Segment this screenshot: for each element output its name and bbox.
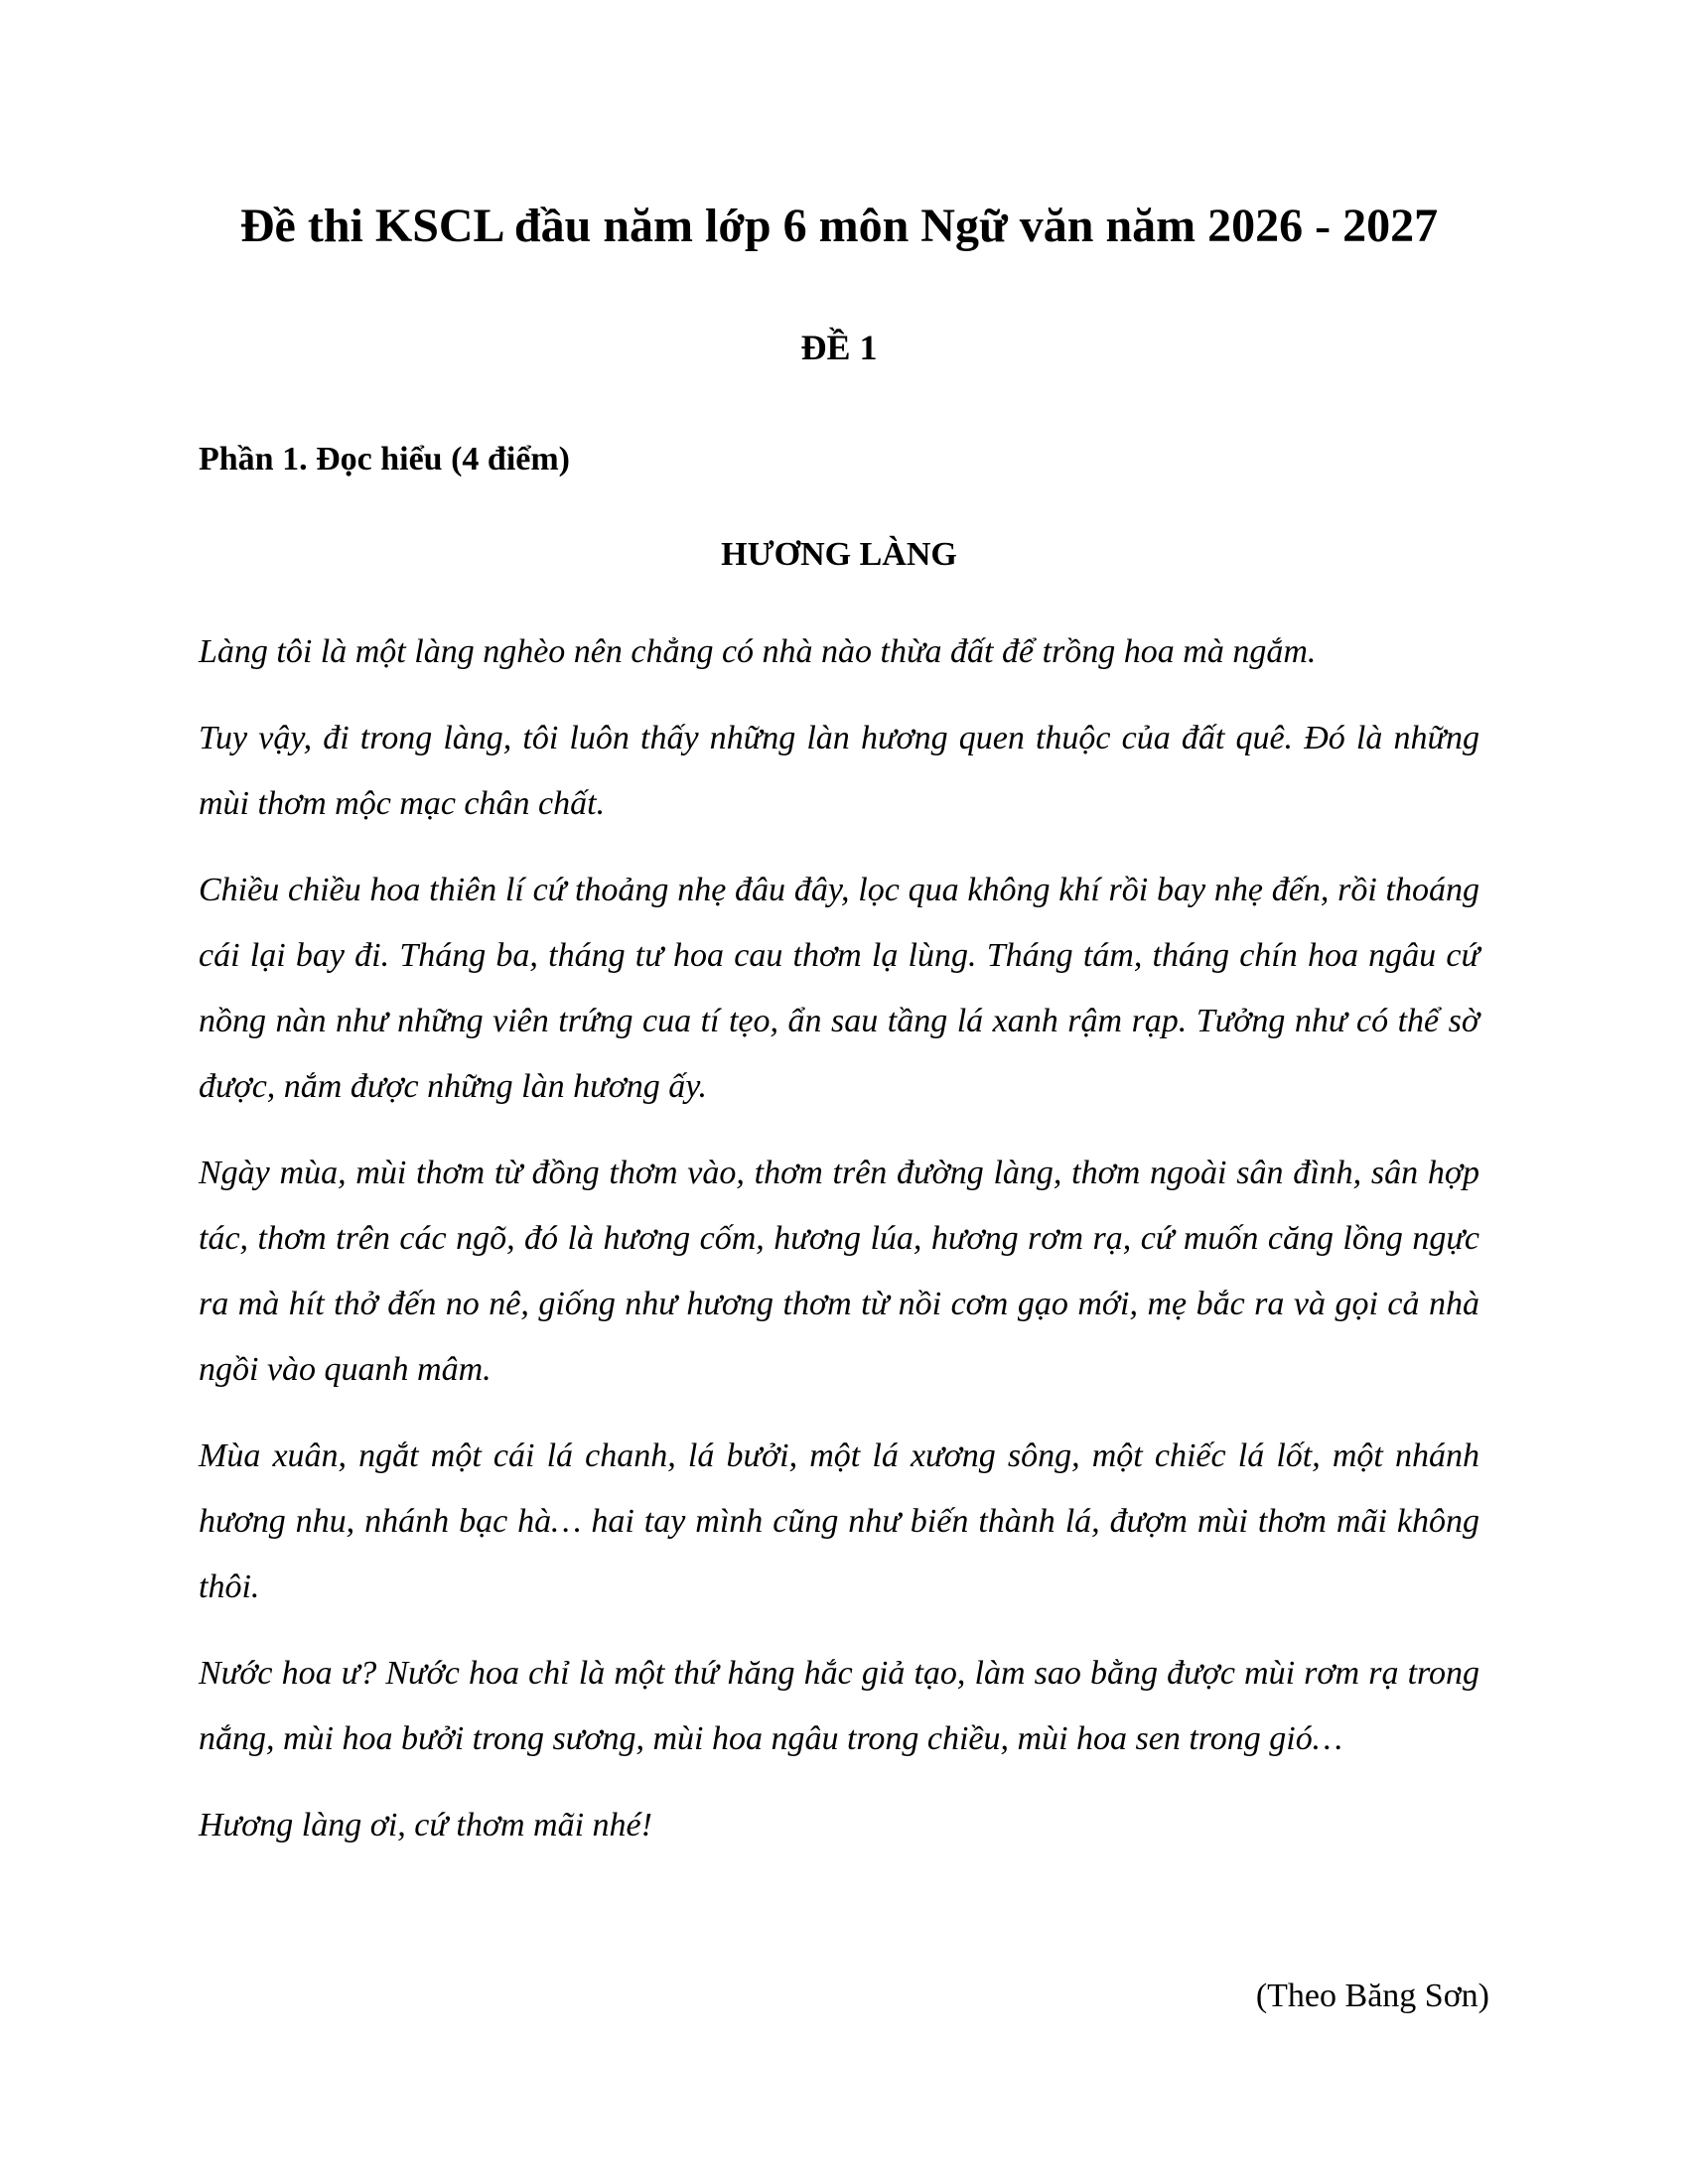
- story-paragraph: Chiều chiều hoa thiên lí cứ thoảng nhẹ đâu đây, lọc qua không khí rồi bay nhẹ đến, rồi thoáng cái lại bay đi. Tháng ba, tháng tư hoa cau thơm lạ lùng. Tháng tám, tháng chín hoa ngâu cứ nồng nàn như những viên trứng cua tí tẹo, ẩn sau tầng lá xanh rậm rạp. Tưởng như có thể sờ được, nắm được những làn hương ấy.: [199, 872, 1479, 1105]
- exam-label: ĐỀ 1: [800, 328, 878, 367]
- story-paragraph: Tuy vậy, đi trong làng, tôi luôn thấy những làn hương quen thuộc của đất quê. Đó là những mùi thơm mộc mạc chân chất.: [199, 720, 1479, 822]
- story-paragraph: Làng tôi là một làng nghèo nên chẳng có nhà nào thừa đất để trồng hoa mà ngắm.: [199, 633, 1317, 670]
- story-title: HƯƠNG LÀNG: [721, 536, 957, 573]
- story-paragraph: Ngày mùa, mùi thơm từ đồng thơm vào, thơm trên đường làng, thơm ngoài sân đình, sân hợp tác, thơm trên các ngõ, đó là hương cốm, hương lúa, hương rơm rạ, cứ muốn căng lồng ngực ra mà hít thở đến no nê, giống như hương thơm từ nồi cơm gạo mới, mẹ bắc ra và gọi cả nhà ngồi vào quanh mâm.: [199, 1155, 1479, 1388]
- story-paragraph: Nước hoa ư? Nước hoa chỉ là một thứ hăng hắc giả tạo, làm sao bằng được mùi rơm rạ trong nắng, mùi hoa bưởi trong sương, mùi hoa ngâu trong chiều, mùi hoa sen trong gió…: [199, 1655, 1479, 1757]
- document-page: [199, 0, 1489, 2184]
- story-paragraph: Mùa xuân, ngắt một cái lá chanh, lá bưởi, một lá xương sông, một chiếc lá lốt, một nhánh hương nhu, nhánh bạc hà… hai tay mình cũng như biến thành lá, đượm mùi thơm mãi không thôi.: [199, 1437, 1479, 1605]
- story-paragraph: Hương làng ơi, cứ thơm mãi nhé!: [199, 1807, 652, 1843]
- story-body: [199, 619, 1479, 1879]
- source-attribution: (Theo Băng Sơn): [1255, 1978, 1489, 2014]
- section-heading: Phần 1. Đọc hiểu (4 điểm): [199, 441, 570, 478]
- document-title: Đề thi KSCL đầu năm lớp 6 môn Ngữ văn năm 2026 - 2027: [239, 200, 1439, 252]
